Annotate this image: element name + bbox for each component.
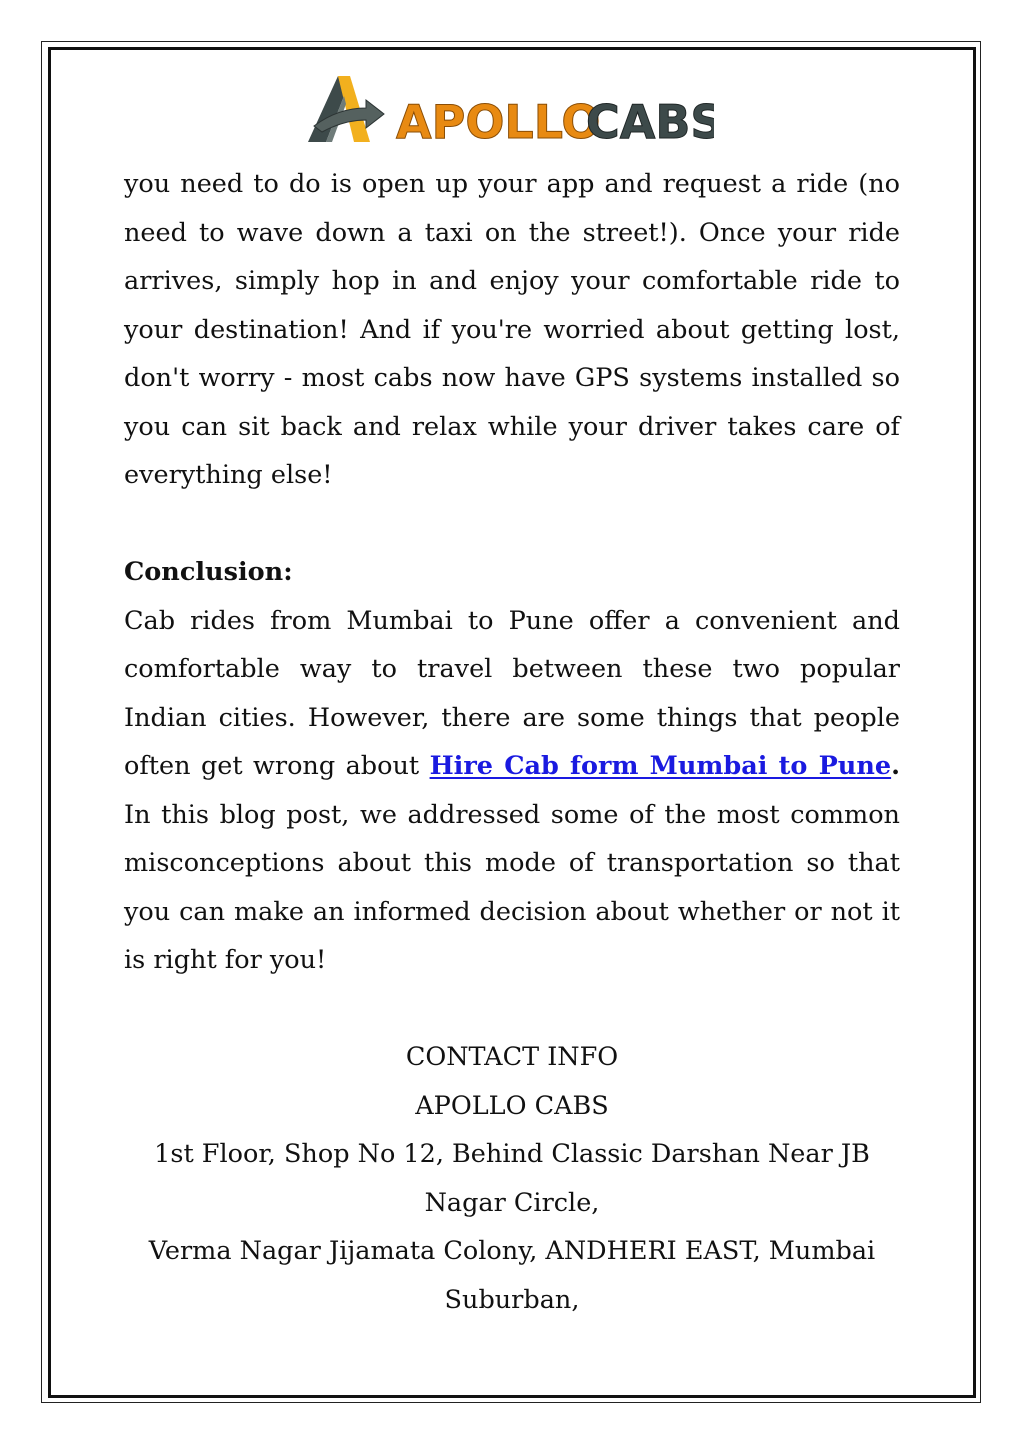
document-body	[124, 160, 900, 1324]
contact-address-line2: Verma Nagar Jijamata Colony, ANDHERI EAST, Mumbai Suburban,	[148, 1236, 876, 1315]
conclusion-text-before-link: Cab rides from Mumbai to Pune offer a convenient and comfortable way to travel between these two popular Indian cities. However, there are some things that people often get wrong about	[124, 605, 900, 781]
logo-graphic	[304, 68, 714, 148]
logo-word-cabs: CABS	[586, 95, 714, 148]
contact-company: APOLLO CABS	[415, 1090, 609, 1121]
conclusion-paragraph	[124, 597, 900, 985]
contact-title: CONTACT INFO	[405, 1042, 619, 1072]
spacer	[124, 985, 900, 1034]
link-period: .	[891, 751, 900, 781]
spacer	[124, 500, 900, 549]
intro-paragraph: you need to do is open up your app and request a ride (no need to wave down a taxi on the street!). Once your ride arrives, simply hop in and enjoy your comfortable ride to your destination! And if you're worried about getting lost, don't worry - most cabs now have GPS systems installed so you can sit back and relax while your driver takes care of everything else!	[124, 169, 900, 490]
contact-address-line1: 1st Floor, Shop No 12, Behind Classic Darshan Near JB Nagar Circle,	[154, 1139, 870, 1218]
apollo-cabs-logo	[304, 68, 714, 148]
logo-word-apollo: APOLLO	[396, 95, 601, 148]
conclusion-text-after-link: In this blog post, we addressed some of the most common misconceptions about this mode of transportation so that you can make an informed decision about whether or not it is right for you!	[124, 799, 900, 975]
conclusion-heading: Conclusion:	[124, 557, 293, 587]
hire-cab-mumbai-pune-link[interactable]: Hire Cab form Mumbai to Pune	[429, 751, 892, 781]
logo-a-left-leg	[308, 76, 344, 142]
